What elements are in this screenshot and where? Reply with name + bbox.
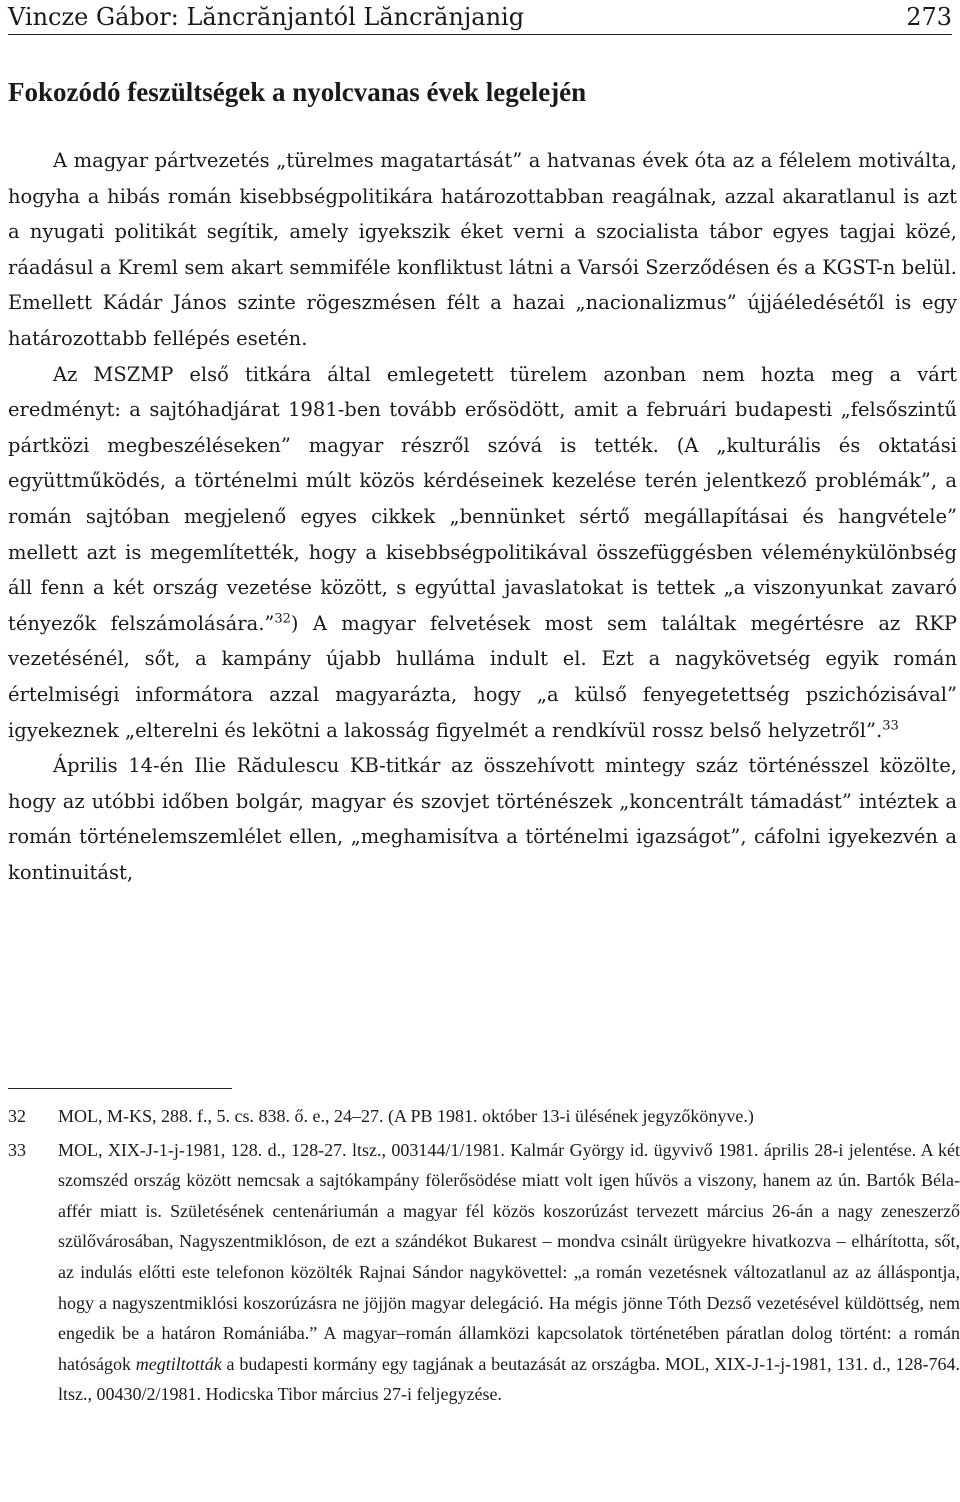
footnotes — [8, 1101, 960, 1413]
body-text — [8, 143, 957, 890]
footnote-emphasis: megtiltották — [135, 1353, 222, 1374]
paragraph-3: Április 14-én Ilie Rădulescu KB-titkár az összehívott mintegy száz történésszel közölte, hogy az utóbbi időben bolgár, magyar és szovjet történészek „koncentrált támadást” intéztek a román történelemszemlélet ellen, „meghamisítva a történelmi igazságot”, cáfolni igyekezvén a kontinuitást, — [8, 754, 957, 884]
section-title: Fokozódó feszültségek a nyolcvanas évek legelején — [8, 77, 587, 107]
footnote-text: MOL, M-KS, 288. f., 5. cs. 838. ő. e., 24–27. (A PB 1981. október 13-i ülésének jegyzőkönyve.) — [58, 1106, 754, 1126]
footnote-33 — [8, 1135, 960, 1410]
paragraph-2 — [8, 357, 957, 749]
footnote-ref-32[interactable]: 32 — [274, 611, 291, 627]
paragraph-2-part-a: Az MSZMP első titkára által emlegetett türelem azonban nem hozta meg a várt eredményt: a sajtóhadjárat 1981-ben tovább erősödött, amit a februári budapesti „felsőszintű pártközi megbeszéléseken” magyar részről szóvá is tették. (A „kulturális és oktatási együttműködés, a történelmi múlt közös kérdéseinek kezelése terén jelentkező problémák”, a román sajtóban megjelenő egyes cikkek „bennünket sértő megállapításai és hangvétele” mellett azt is megemlítették, hogy a kisebbségpolitikával összefüggésben véleménykülönbség áll fenn a két ország vezetése között, s egyúttal javaslatokat is tettek „a viszonyunkat zavaró tényezők felszámolására.” — [8, 362, 957, 635]
footnote-text-part-b: a budapesti kormány egy tagjának a beutazását az országba. MOL, XIX-J-1-j-1981, 131. d., 128-764. ltsz., 00430/2/1981. Hodicska Tibor március 27-i feljegyzése. — [58, 1353, 960, 1405]
running-head-author-title: Vincze Gábor: Lăncrănjantól Lăncrănjanig — [8, 3, 525, 31]
paragraph-1: A magyar pártvezetés „türelmes magatartását” a hatvanas évek óta az a félelem motiválta, hogyha a hibás román kisebbségpolitikára határozottabban reagálnak, azzal akaratlanul is azt a nyugati politikát segítik, amely igyekszik éket verni a szocialista tábor egyes tagjai közé, ráadásul a Kreml sem akart semmiféle konfliktust látni a Varsói Szerződésen és a KGST-n belül. Emellett Kádár János szinte rögeszmésen félt a hazai „nacionalizmus” újjáéledésétől is egy határozottabb fellépés esetén. — [8, 149, 957, 350]
footnote-text — [58, 1135, 960, 1410]
paragraph-2-part-b: ) A magyar felvetések most sem találtak megértésre az RKP vezetésénél, sőt, a kampány újabb hulláma indult el. Ezt a nagykövetség egyik román értelmiségi informátora azzal magyarázta, hogy „a külső fenyegetettség pszichózisával” igyekeznek „elterelni és lekötni a lakosság figyelmét a rendkívül rossz belső helyzetről”. — [8, 611, 958, 742]
footnote-separator — [8, 1088, 232, 1089]
footnote-number: 32 — [8, 1106, 26, 1126]
footnote-ref-33[interactable]: 33 — [882, 718, 899, 733]
footnote-number: 33 — [8, 1139, 26, 1160]
footnote-32 — [8, 1101, 960, 1132]
page-number: 273 — [906, 3, 952, 31]
footnote-text-part-a: MOL, XIX-J-1-j-1981, 128. d., 128-27. ltsz., 003144/1/1981. Kalmár György id. ügyvivő 1981. április 28-i jelentése. A két szomszéd ország között nemcsak a sajtókampány fölerősödése miatt volt igen hűvös a viszony, hanem az ún. Bartók Béla-affér miatt is. Születésének centenáriumán a magyar fél közös koszorúzást tervezett március 26-án a nagy zeneszerző szülővárosában, Nagyszentmiklóson, de ezt a szándékot Bukarest – mondva csinált ürügyekre hivatkozva – elhárította, sőt, az indulás előtti este telefonon közölték Rajnai Sándor nagykövettel: „a román vezetésnek változatlanul az az álláspontja, hogy a nagyszentmiklósi koszorúzásra ne jöjjön magyar delegáció. Ha mégis jönne Tóth Dezső vezetésével küldöttség, nem engedik be a határon Romániába.” A magyar–román államközi kapcsolatok történetében páratlan dolog történt: a román hatóságok — [58, 1139, 960, 1374]
running-header — [8, 0, 952, 35]
